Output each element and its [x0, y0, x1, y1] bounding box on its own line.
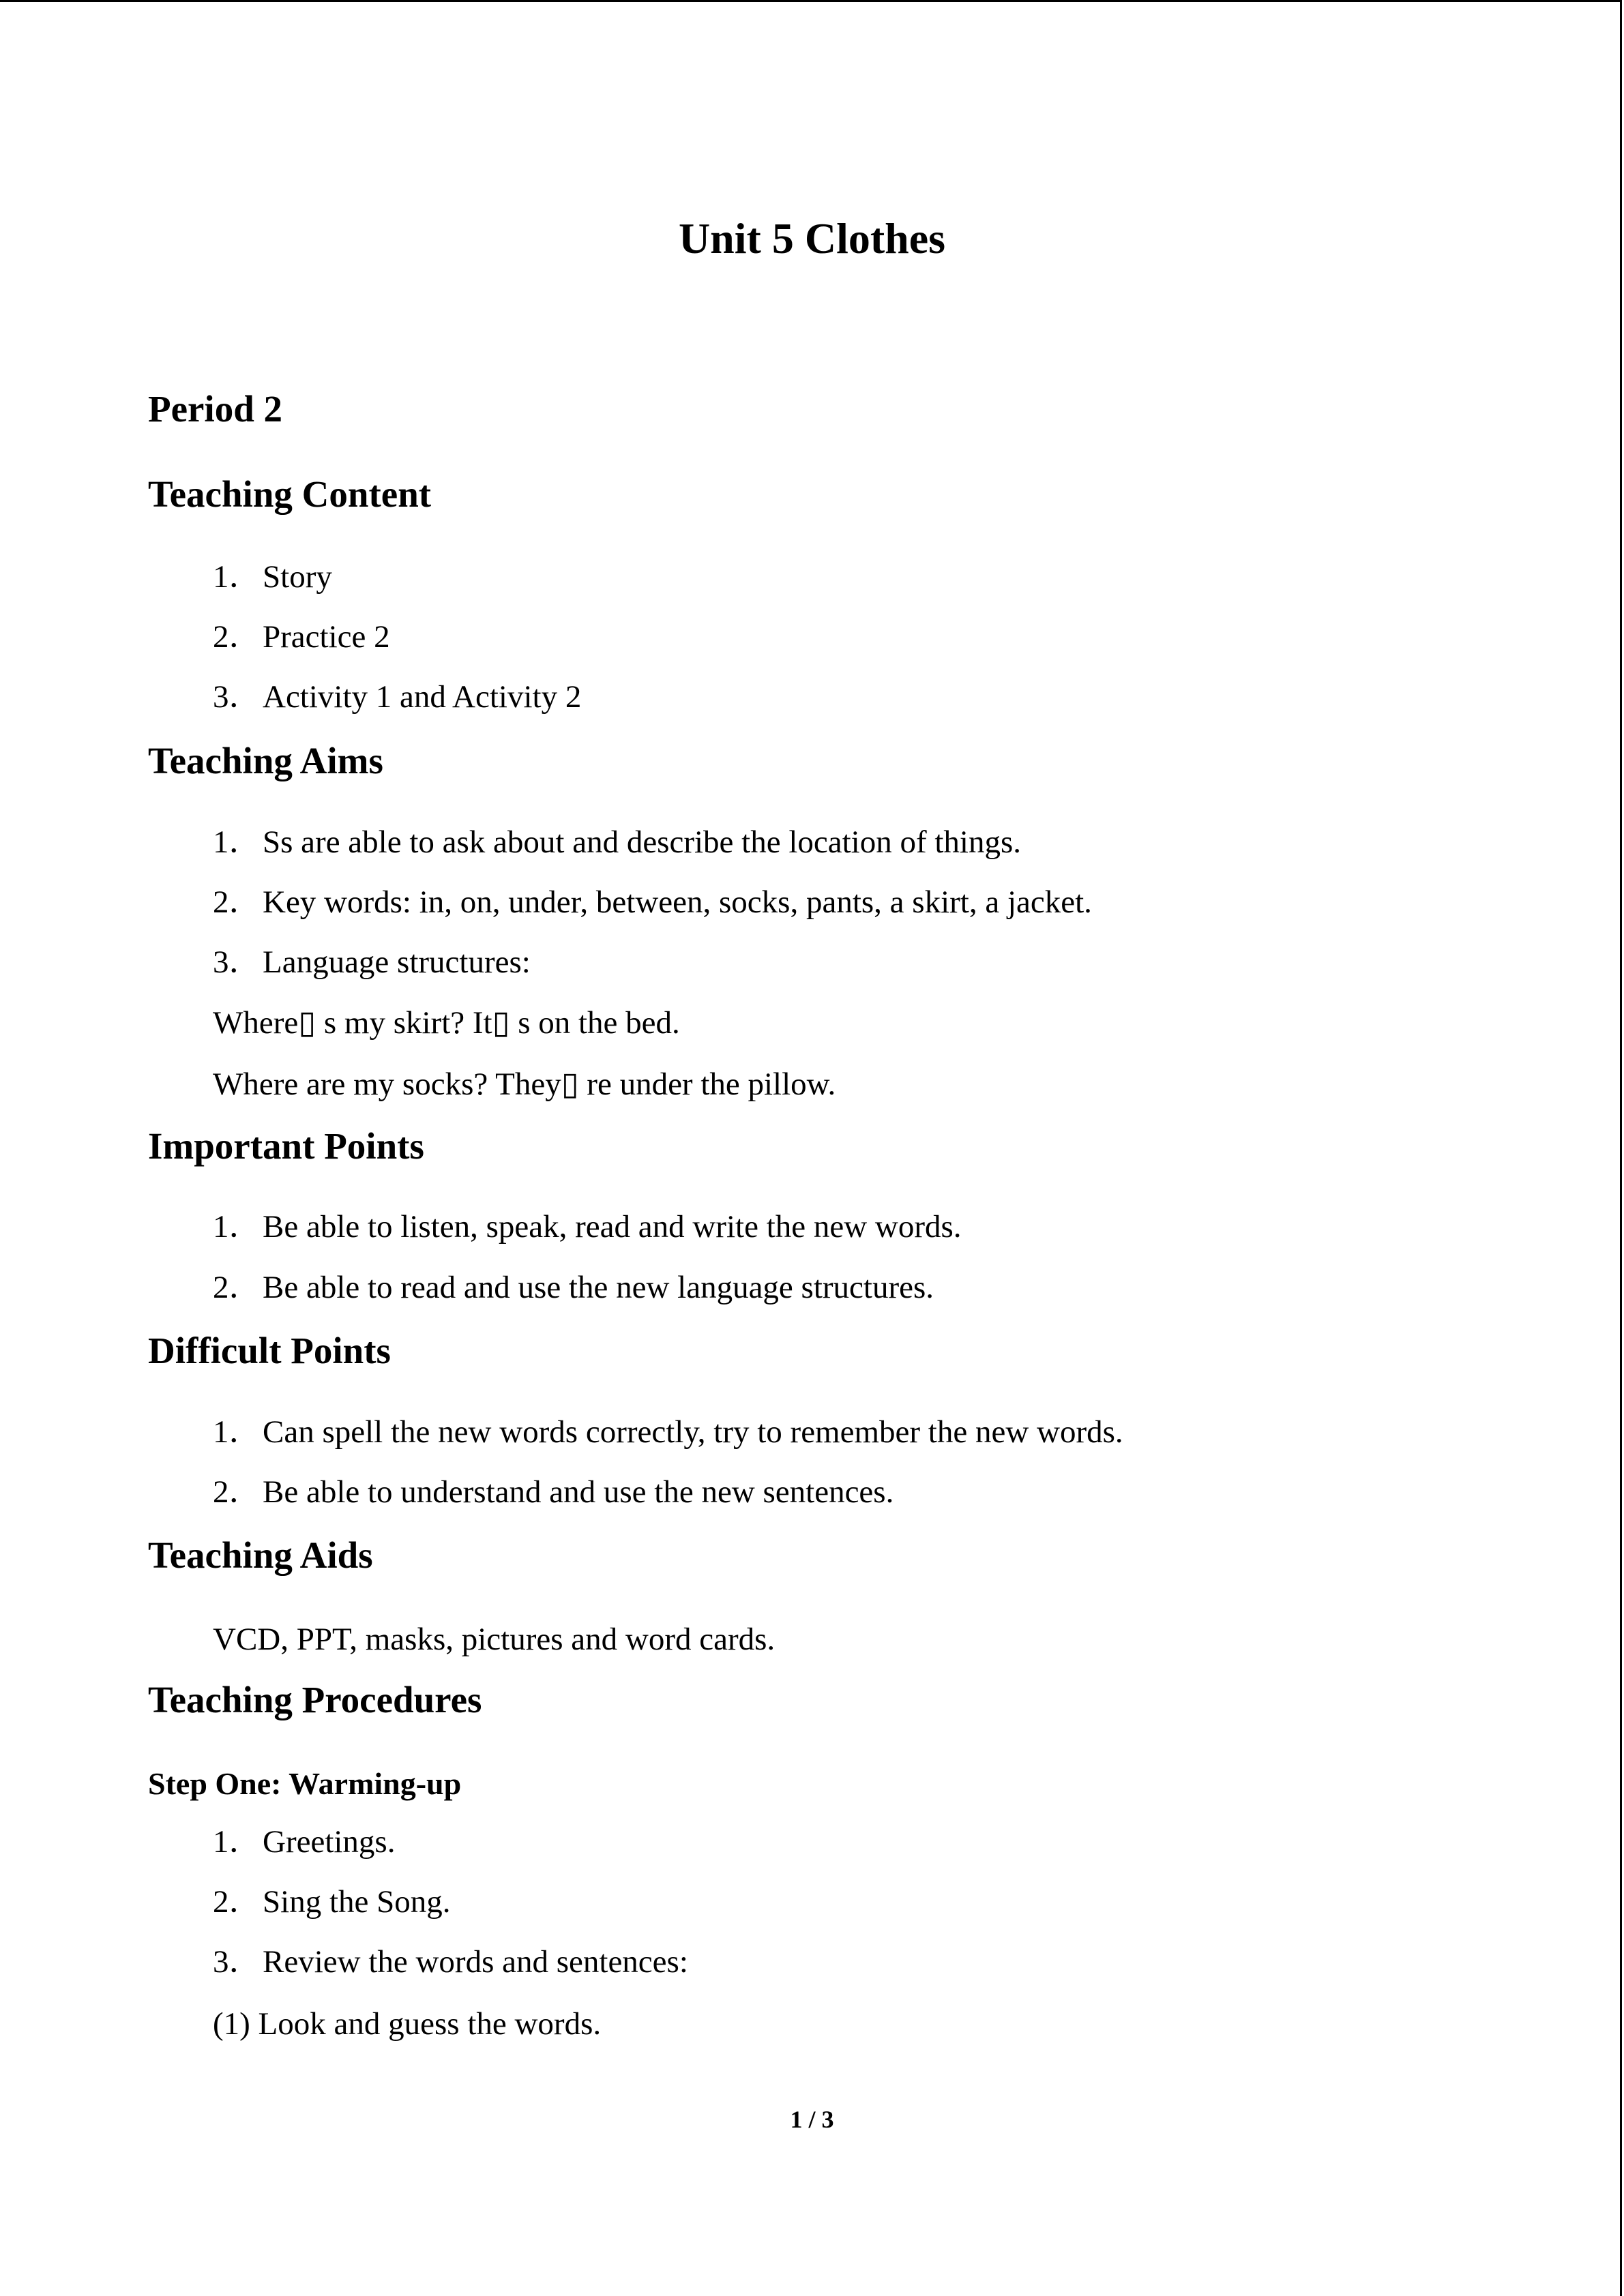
teaching-aids-heading: Teaching Aids [148, 1534, 373, 1576]
step-one-heading: Step One: Warming-up [148, 1766, 462, 1801]
teaching-aims-heading: Teaching Aims [148, 740, 383, 781]
teaching-content-heading: Teaching Content [148, 473, 432, 515]
teaching-procedures-heading: Teaching Procedures [148, 1679, 482, 1720]
step-one-item: 2．Sing the Song. [213, 1884, 451, 1920]
important-points-heading: Important Points [148, 1125, 424, 1167]
important-points-item: 2．Be able to read and use the new language structures. [213, 1270, 934, 1305]
step-one-item: 3．Review the words and sentences: [213, 1944, 688, 1980]
period-heading: Period 2 [148, 388, 283, 430]
difficult-points-heading: Difficult Points [148, 1330, 391, 1371]
teaching-aims-item: 1．Ss are able to ask about and describe the location of things. [213, 824, 1022, 860]
difficult-points-item: 2．Be able to understand and use the new sentences. [213, 1474, 894, 1510]
step-one-item: 1．Greetings. [213, 1824, 396, 1860]
teaching-content-item: 1．Story [213, 559, 332, 595]
language-structure-example: Where are my socks? They▯ re under the pillow. [213, 1067, 836, 1102]
page-number: 1 / 3 [790, 2106, 834, 2133]
document-title: Unit 5 Clothes [678, 214, 946, 263]
difficult-points-item: 1．Can spell the new words correctly, try to remember the new words. [213, 1414, 1123, 1450]
important-points-item: 1．Be able to listen, speak, read and write the new words. [213, 1209, 962, 1244]
teaching-content-item: 3．Activity 1 and Activity 2 [213, 679, 582, 715]
teaching-aims-item: 3．Language structures: [213, 944, 531, 980]
teaching-aids-text: VCD, PPT, masks, pictures and word cards. [213, 1622, 776, 1657]
step-one-subitem: (1) Look and guess the words. [213, 2006, 602, 2042]
language-structure-example: Where▯ s my skirt? It▯ s on the bed. [213, 1005, 680, 1041]
teaching-content-item: 2．Practice 2 [213, 619, 390, 655]
teaching-aims-item: 2．Key words: in, on, under, between, socks, pants, a skirt, a jacket. [213, 884, 1092, 920]
